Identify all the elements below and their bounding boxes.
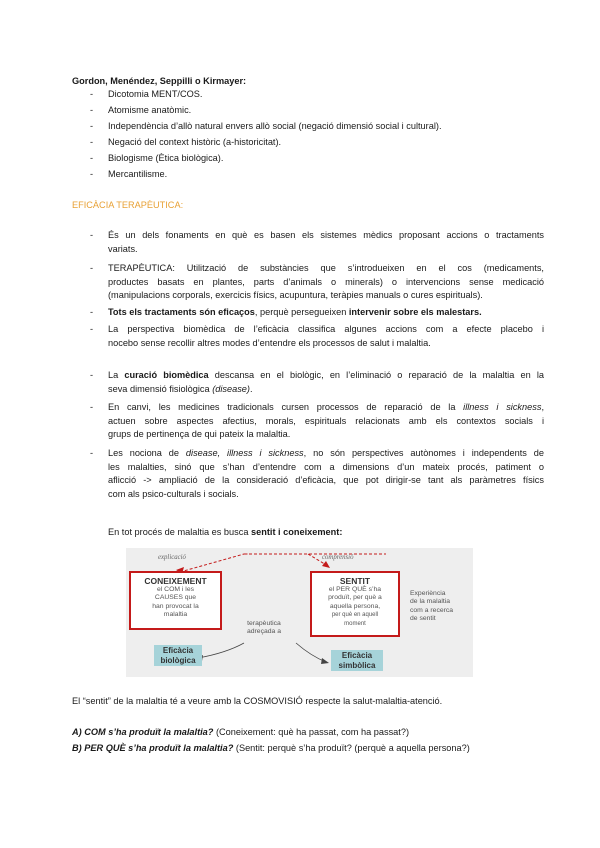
text: (Sentit: perquè s’ha produït? (perquè a aquella persona?) <box>233 743 470 753</box>
text-line: de sentit <box>410 615 436 623</box>
label-explicacio: explicació <box>158 554 186 561</box>
list-item: Negació del context històric (a-historicitat). <box>108 137 282 147</box>
paragraph-item-1 <box>108 229 544 256</box>
text: , <box>541 402 544 412</box>
box-text-line: moment <box>344 620 366 627</box>
box-text-line: produït, per què a <box>328 594 382 602</box>
text-line: Experiència <box>410 590 446 597</box>
text-line: (manipulacions corporals, exercicis físics, acupuntura, teràpies manuals o cures espirituals). <box>108 290 483 300</box>
list-bullet: - <box>90 105 94 115</box>
text-line: Eficàcia <box>341 651 373 660</box>
terapeutica-text <box>234 620 294 637</box>
box-sentit-title: SENTIT <box>339 576 371 586</box>
text-line <box>108 383 544 397</box>
text-line: grups de pertinença de qui pateix la malaltia. <box>108 429 291 439</box>
text: La <box>108 370 125 380</box>
list-bullet: - <box>90 137 94 147</box>
list-bullet: - <box>90 153 94 163</box>
box-sentit <box>310 571 400 637</box>
text-line: biològica <box>160 655 196 665</box>
bold-text: A) <box>72 727 85 737</box>
text-line <box>108 447 544 461</box>
text-line: productes basats en plantes, parts d’animals o minerals) o intervencions sense medicació <box>108 276 544 287</box>
box-text-line: aquella persona, <box>329 602 381 610</box>
list-item: Independència d’allò natural envers allò social (negació dimensió social i cultural). <box>108 121 442 131</box>
list-bullet: - <box>90 230 94 240</box>
box-text-line: per què en aquell <box>331 612 379 619</box>
paragraph-item-7 <box>108 447 544 501</box>
list-bullet: - <box>90 402 94 412</box>
bold-text: B) <box>72 743 85 753</box>
question-a <box>72 726 409 739</box>
paragraph-item-5 <box>108 369 544 396</box>
eficacia-biologica-badge <box>154 645 202 666</box>
text-line: És un dels fonaments en què es basen els sistemes mèdics proposant accions o tractaments <box>108 230 544 240</box>
bold-text: intervenir sobre els malestars. <box>348 307 482 317</box>
arrowhead-curved-right <box>321 658 329 664</box>
list-bullet: - <box>90 370 94 380</box>
section-title: EFICÀCIA TERAPÈUTICA: <box>72 200 184 210</box>
box-text-line: han provocat la <box>152 602 199 610</box>
text: Les nociona de <box>108 448 186 458</box>
box-text-line: malaltia <box>163 611 188 619</box>
bold-text: sentit i coneixement: <box>251 527 343 537</box>
list-item: Dicotomia MENT/COS. <box>108 89 203 99</box>
box-text-line: el PER QUÈ s’ha <box>328 586 382 593</box>
list-item: Atomisme anatòmic. <box>108 105 192 115</box>
text: (Coneixement: què ha passat, com ha passat?) <box>213 727 410 737</box>
bold-text: Tots els tractaments són eficaços <box>108 307 255 317</box>
text-line: adreçada a <box>246 628 281 636</box>
curved-arrow-right <box>296 643 326 662</box>
italic-text: illness i sickness <box>463 402 542 412</box>
list-bullet: - <box>90 263 94 273</box>
list-bullet: - <box>90 307 94 317</box>
box-text-line: el COM i les <box>156 586 194 593</box>
bold-text: curació biomèdica <box>124 370 209 380</box>
box-coneixement <box>129 571 222 630</box>
heading-authors: Gordon, Menéndez, Seppilli o Kirmayer: <box>72 76 247 86</box>
text-line: de la malaltia <box>410 598 451 606</box>
text-line: TERAPÈUTICA: Utilització de substàncies que s’introdueixen en el cos (medicaments, <box>108 263 544 273</box>
diagram-intro <box>108 526 342 539</box>
text: En tot procés de malaltia es busca <box>108 527 251 537</box>
text-line: La perspectiva biomèdica de l’eficàcia classifica algunes accions com a efecte placebo i <box>108 324 544 334</box>
bold-text: COM s’ha produït la malaltia? <box>84 727 214 737</box>
eficacia-simbolica-badge <box>331 650 383 671</box>
text: . <box>249 383 253 394</box>
curved-arrow-left <box>198 643 244 658</box>
text-line: terapèutica <box>247 620 281 627</box>
text-line: simbòlica <box>338 660 376 670</box>
list-bullet: - <box>90 324 94 334</box>
sense-knowledge-diagram <box>126 548 473 677</box>
question-b <box>72 742 470 755</box>
text: , perquè persegueixen <box>254 307 349 317</box>
cosmovisio-text: El “sentit” de la malaltia té a veure amb la COSMOVISIÓ respecte la salut-malaltia-atenció. <box>72 696 443 706</box>
text-line <box>108 369 544 383</box>
list-bullet: - <box>90 89 94 99</box>
label-comprensio: comprensió <box>322 554 354 561</box>
list-bullet: - <box>90 121 94 131</box>
text-line: com a recerca <box>410 606 454 614</box>
bold-text: PER QUÈ s’ha produït la malaltia? <box>84 743 234 753</box>
italic-text: (disease) <box>212 383 250 394</box>
paragraph-item-3 <box>108 306 482 319</box>
arrowhead-right <box>322 561 330 568</box>
list-item: Biologisme (Ètica biològica). <box>108 153 224 163</box>
paragraph-item-2 <box>108 262 544 303</box>
text: , no són perspectives autònomes i independents de <box>303 448 545 458</box>
text-line: les malalties, sinó que s’han d’entendre com a dimensions d’un mateix procés, patiment o <box>108 461 544 472</box>
text-line: com als psico-culturals i socials. <box>108 488 239 499</box>
experiencia-text <box>410 590 466 624</box>
text-line: nocebo sense recollir altres modes d’entendre els processos de salut i malaltia. <box>108 337 431 348</box>
list-bullet: - <box>90 169 94 179</box>
text-line: Eficàcia <box>162 646 194 655</box>
paragraph-item-6 <box>108 401 544 442</box>
text-line: variats. <box>108 243 138 254</box>
text: seva dimensió fisiològica <box>108 383 213 394</box>
box-text-line: CAUSES que <box>154 594 197 602</box>
list-bullet: - <box>90 448 94 458</box>
italic-text: disease, illness i sickness <box>185 448 304 458</box>
text-line: aflicció -> ampliació de la consideració d’eficàcia, que pot dirigir-se tant als paràmetres físics <box>108 475 544 485</box>
paragraph-item-4 <box>108 323 544 350</box>
dashed-arrow-left <box>180 554 248 572</box>
list-item: Mercantilisme. <box>108 169 168 179</box>
text: descansa en el biològic, en l’eliminació o reparació de la malaltia en la <box>208 370 544 380</box>
text-line <box>108 401 544 415</box>
text-line: actuen sobre aspectes afectius, morals, espirituals relacionats amb els contextos socials i <box>108 415 544 426</box>
box-coneixement-title: CONEIXEMENT <box>144 576 207 586</box>
text: En canvi, les medicines tradicionals cursen processos de reparació de la <box>108 402 464 412</box>
